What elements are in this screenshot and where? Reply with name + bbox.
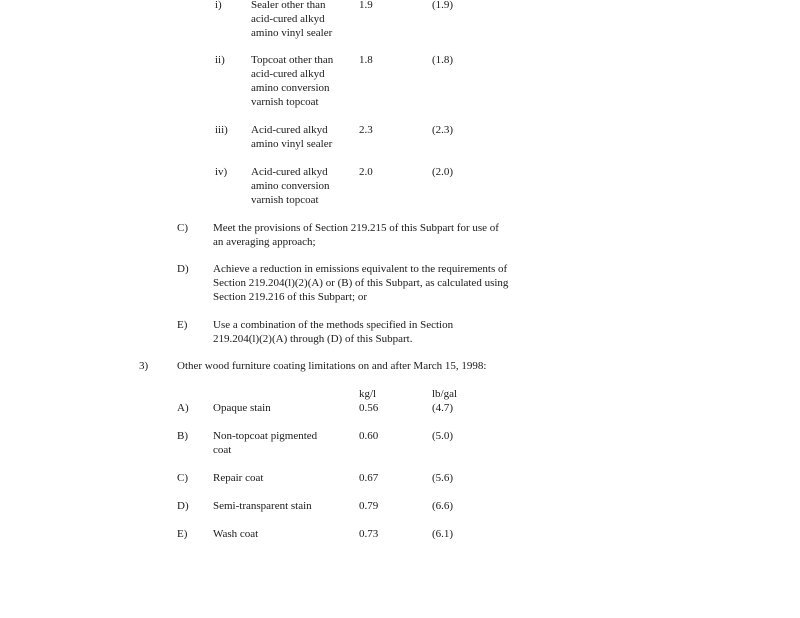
option-text: Use a combination of the methods specified in Section 219.204(l)(2)(A) through (D) of this Subpart. <box>213 319 454 345</box>
subitem-text: Acid-cured alkyd amino conversion varnish topcoat <box>251 166 330 206</box>
limit-text: Wash coat <box>213 528 259 540</box>
subitem-label: i) <box>215 0 222 11</box>
subitem-kg-value: 2.0 <box>359 166 373 178</box>
subitem-lb-value: (2.3) <box>432 124 454 136</box>
subitem-kg-value: 1.8 <box>359 54 373 66</box>
subitem-kg-value: 1.9 <box>359 0 373 11</box>
option-text: Meet the provisions of Section 219.215 of this Subpart for use of an averaging approach; <box>213 222 499 248</box>
limit-lb-value: (5.0) <box>432 430 454 442</box>
limit-label: E) <box>177 528 188 540</box>
limit-text: Repair coat <box>213 472 264 484</box>
subitem-text: Acid-cured alkyd amino vinyl sealer <box>251 124 333 150</box>
limit-kg-value: 0.67 <box>359 472 379 484</box>
limit-label: C) <box>177 472 188 484</box>
limit-kg-value: 0.56 <box>359 402 379 414</box>
unit-header-lb: lb/gal <box>432 388 458 400</box>
limit-text: Semi-transparent stain <box>213 500 312 512</box>
limit-label: B) <box>177 430 188 442</box>
subitem-label: iii) <box>215 124 228 136</box>
option-text: Achieve a reduction in emissions equivalent to the requirements of Section 219.204(l)(2)(A) or (B) of this Subpart, as calculated using Section 219.216 of this Subpart; or <box>213 263 509 303</box>
limit-label: A) <box>177 402 189 414</box>
option-label: C) <box>177 222 188 234</box>
limit-lb-value: (4.7) <box>432 402 454 414</box>
subitem-label: iv) <box>215 166 228 178</box>
section-heading: Other wood furniture coating limitations on and after March 15, 1998: <box>177 360 487 372</box>
subitem-lb-value: (1.8) <box>432 54 454 66</box>
section-number: 3) <box>139 360 149 372</box>
limit-kg-value: 0.79 <box>359 500 379 512</box>
subitem-label: ii) <box>215 54 225 66</box>
option-label: E) <box>177 319 188 331</box>
subitem-lb-value: (2.0) <box>432 166 454 178</box>
limit-kg-value: 0.60 <box>359 430 379 442</box>
limit-lb-value: (6.6) <box>432 500 454 512</box>
option-label: D) <box>177 263 189 275</box>
limit-kg-value: 0.73 <box>359 528 379 540</box>
subitem-text: Sealer other than acid-cured alkyd amino vinyl sealer <box>251 0 333 39</box>
limit-text: Opaque stain <box>213 402 271 414</box>
subitem-text: Topcoat other than acid-cured alkyd amino conversion varnish topcoat <box>251 54 334 108</box>
unit-header-kg: kg/l <box>359 388 377 400</box>
limit-text: Non-topcoat pigmented coat <box>213 430 318 456</box>
limit-lb-value: (5.6) <box>432 472 454 484</box>
subitem-lb-value: (1.9) <box>432 0 454 11</box>
subitem-kg-value: 2.3 <box>359 124 373 136</box>
limit-label: D) <box>177 500 189 512</box>
limit-lb-value: (6.1) <box>432 528 454 540</box>
